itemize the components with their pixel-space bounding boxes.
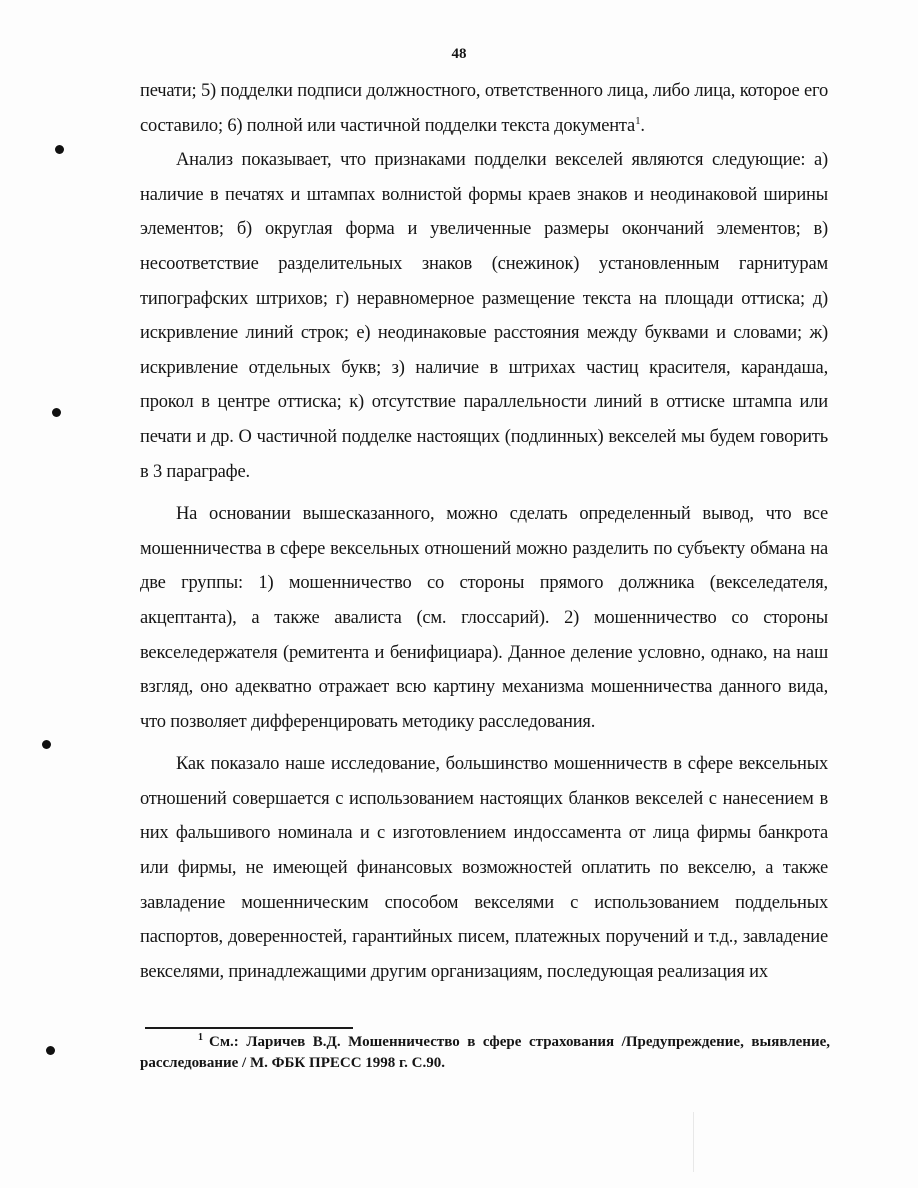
footnote-separator bbox=[145, 1027, 353, 1029]
binding-hole-mark-1 bbox=[55, 145, 64, 154]
footnote bbox=[140, 1032, 830, 1074]
footnote-text: См.: Ларичев В.Д. Мошенничество в сфере страхования /Предупреждение, выявление, расследование / М. ФБК ПРЕСС 1998 г. С.90. bbox=[140, 1034, 830, 1071]
binding-hole-mark-2 bbox=[52, 408, 61, 417]
paragraph-2: Анализ показывает, что признаками подделки векселей являются следующие: а) наличие в печатях и штампах волнистой формы краев знаков и неодинаковой ширины элементов; б) округлая форма и увеличенные размеры окончаний элементов; в) несоответствие разделительных знаков (снежинок) установленным гарнитурам типографских штрихов; г) неравномерное размещение текста на площади оттиска; д) искривление линий строк; е) неодинаковые расстояния между буквами и словами; ж) искривление отдельных букв; з) наличие в штрихах частиц красителя, карандаша, прокол в центре оттиска; к) отсутствие параллельности линий в оттиске штампа или печати и др. О частичной подделке настоящих (подлинных) векселей мы будем говорить в 3 параграфе. bbox=[140, 150, 828, 482]
footnote-number: 1 bbox=[198, 1032, 203, 1043]
body-text bbox=[140, 74, 828, 989]
paragraph-3: На основании вышесказанного, можно сделать определенный вывод, что все мошенничества в сфере вексельных отношений можно разделить по субъекту обмана на две группы: 1) мошенничество со стороны прямого должника (векселедателя, акцептанта), а также авалиста (см. глоссарий). 2) мошенничество со стороны векселедержателя (ремитента и бенифициара). Данное деление условно, однако, на наш взгляд, оно адекватно отражает всю картину механизма мошенничества данного вида, что позволяет дифференцировать методику расследования. bbox=[140, 504, 828, 732]
paragraph-1-trailing: . bbox=[640, 115, 645, 136]
footnote-marker: 1 bbox=[635, 114, 641, 127]
scan-artifact-line bbox=[693, 1112, 694, 1172]
paragraph-4: Как показало наше исследование, большинство мошенничеств в сфере вексельных отношений совершается с использованием настоящих бланков векселей с нанесением в них фальшивого номинала и с изготовлением индоссамента от лица фирмы банкрота или фирмы, не имеющей финансовых возможностей оплатить по векселю, а также завладение мошенническим способом векселями с использованием поддельных паспортов, доверенностей, гарантийных писем, платежных поручений и т.д., завладение векселями, принадлежащими другим организациям, последующая реализация их bbox=[140, 754, 828, 982]
binding-hole-mark-4 bbox=[46, 1046, 55, 1055]
binding-hole-mark-3 bbox=[42, 740, 51, 749]
paragraph-1-text: печати; 5) подделки подписи должностного, ответственного лица, либо лица, которое его составило; 6) полной или частичной подделки текста документа bbox=[140, 81, 828, 136]
page-number: 48 bbox=[451, 46, 467, 62]
paragraph-1 bbox=[140, 74, 828, 143]
